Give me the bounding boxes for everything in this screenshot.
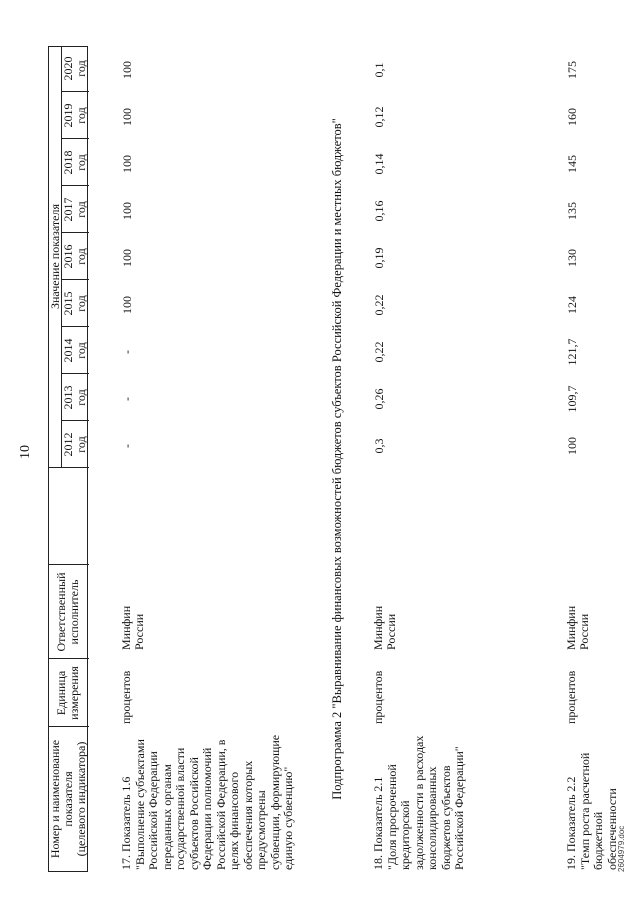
indicator-name-line: обеспечения которых [240,760,255,870]
value-cell: 175 [565,61,579,79]
header-line: (целевого индикатора) [74,741,88,857]
indicator-name-line: переданных органам [159,764,174,870]
indicator-name-line: предусмотрены [254,790,268,870]
indicator-name-line: субвенции, формирующие [267,734,282,870]
header-line: исполнитель [67,579,81,645]
responsible-line: Минфин [371,605,385,650]
year-header: 2013 год [61,385,88,410]
header-line: Единица [54,670,68,716]
value-cell: 0,12 [372,106,386,128]
year-header: 2018 год [61,150,88,175]
rotated-page [0,12,640,872]
year-header: 2016 год [61,244,88,269]
indicator-table-header [48,46,88,872]
header-line: Номер и наименование [48,739,62,859]
value-cell: 100 [120,202,134,220]
year-header: 2014 год [61,338,88,363]
responsible-line: Минфин [564,605,578,650]
value-cell: 0,19 [372,247,386,269]
indicator-name-line: 19. Показатель 2.2 [564,776,578,870]
year-header: 2020 год [61,56,88,81]
subprogram-title: Подпрограмма 2 "Выравнивание финансовых возможностей бюджетов субъектов Российской Федерации и местных бюджетов" [330,118,344,800]
col-name-header [49,727,88,871]
value-cell: 100 [120,296,134,314]
value-cell: 121,7 [565,338,579,366]
value-cell: 100 [120,108,134,126]
year-header: 2017 год [61,197,88,222]
indicator-name-line: Федерации полномочий [200,747,214,870]
responsible-line: России [384,613,398,650]
value-cell: 0,14 [372,153,386,175]
indicator-name-line: кредиторской [398,800,412,870]
value-cell: 130 [565,249,579,267]
value-cell: 145 [565,155,579,173]
value-cell: 0,1 [372,62,386,78]
value-cell: 124 [565,296,579,314]
indicator-name-line: "Темп роста расчетной [577,752,592,870]
col-resp-header [55,565,81,659]
indicator-name-line: Российской Федерации" [452,746,466,870]
col-unit-header [55,659,81,727]
indicator-name-line: задолженности в расходах [411,735,426,870]
responsible-line: России [132,613,146,650]
indicator-name-line: государственной власти [173,747,187,870]
value-cell: 100 [120,61,134,79]
unit-cell: процентов [564,670,578,724]
value-cell: 0,26 [372,388,386,410]
value-cell: 100 [120,249,134,267]
indicator-name-line: бюджетной [591,811,605,870]
indicator-name-line: "Доля просроченной [384,764,399,870]
header-line: измерения [67,666,81,720]
year-header: 2019 год [61,103,88,128]
indicator-name-line: 17. Показатель 1.6 [119,776,133,870]
year-header: 2015 год [61,291,88,316]
indicator-name-line: Российской Федерации [146,751,160,870]
value-cell: - [120,350,134,354]
values-title: Значение показателя [48,203,62,310]
value-cell: 135 [565,202,579,220]
indicator-name-line: Российской Федерации, в [213,739,228,870]
value-cell: 109,7 [565,385,579,413]
value-cell: - [120,444,134,448]
indicator-name-line: "Выполнение субъектами [132,739,147,870]
indicator-name-line: единую субвенцию" [281,766,295,870]
value-cell: 0,3 [372,438,386,454]
value-cell: 100 [120,155,134,173]
header-line: показателя [61,771,75,827]
responsible-line: России [577,613,591,650]
year-header: 2012 год [61,432,88,457]
indicator-name-line: бюджетов субъектов [438,765,453,870]
indicator-name-line: обеспеченности [604,788,619,870]
doc-filename: 2604979.doc [617,825,626,872]
responsible-line: Минфин [119,605,133,650]
header-line: Ответственный [54,572,68,652]
indicator-name-line: консолидированных [425,766,439,870]
value-cell: 0,22 [372,294,386,316]
page-number: 10 [18,445,33,459]
value-cell: 0,22 [372,341,386,363]
indicator-name-line: субъектов Российской [186,757,201,870]
value-cell: 160 [565,108,579,126]
indicator-name-line: целях финансового [227,771,241,870]
unit-cell: процентов [119,670,133,724]
value-cell: - [120,397,134,401]
indicator-name-line: 18. Показатель 2.1 [371,776,385,870]
unit-cell: процентов [371,670,385,724]
value-cell: 0,16 [372,200,386,222]
value-cell: 100 [565,437,579,455]
